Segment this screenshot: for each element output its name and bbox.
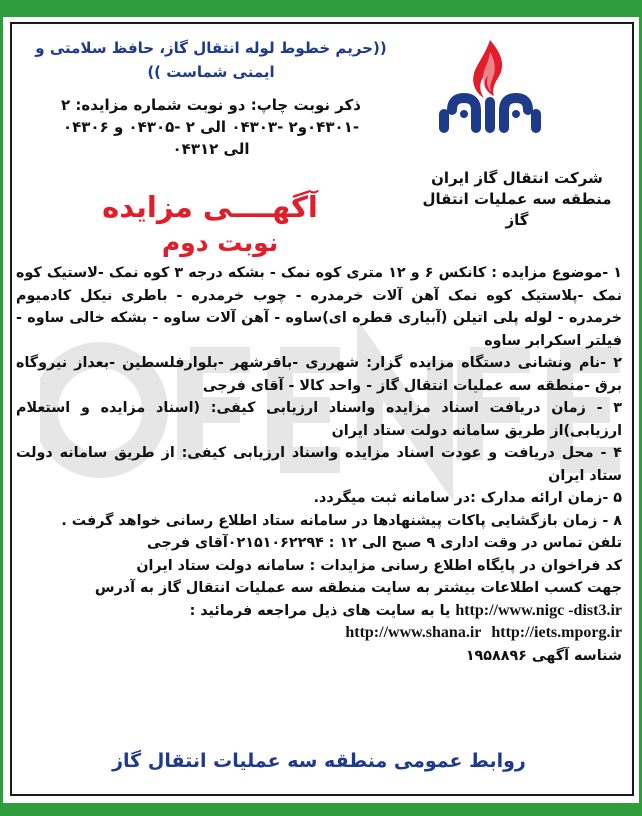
print-info-line1: ذکر نوبت چاپ: دو نوبت شماره مزایده: ۲ [61, 96, 361, 114]
print-info-line2: -۰۴۳۰۱و۲ -۰۴۳۰۳ الی ۲ -۰۴۳۰۵ و ۰۴۳۰۶ [62, 118, 360, 136]
safety-slogan: ((حریم خطوط لوله انتقال گاز، حافظ سلامتی و ایمنی شماست )) [35, 39, 387, 81]
item-opening-time: ۸ - زمان بازگشایی پاکات پیشنهادها در سامانه ستاد اطلاع رسانی خواهد گرفت . [61, 512, 622, 529]
item-submission-time: ۵ -زمان ارائه مدارک :در سامانه ثبت میگردد. [313, 490, 622, 506]
company-name [412, 168, 622, 231]
item-subject: ۱ -موضوع مزایده : کانکس ۶ و ۱۲ متری کوه نمک - بشکه درجه ۳ کوه نمک -لاستیک کوه نمک -پلاستیک کوه نمک آهن آلات خرمدره - چوب خرمدره - باطری نیکل کادمیوم خرمدره - لوله پلی اتیلن (آبیاری قطره ای)ساوه - آهن آلات ساوه - بشکه خالی ساوه - فیلتر اسکرابر ساوه [16, 265, 623, 349]
url-line-1 [16, 600, 622, 623]
company-name-line1: شرکت انتقال گاز ایران [431, 169, 603, 187]
more-info: جهت کسب اطلاعات بیشتر به سایت منطقه سه عملیات انتقال گاز به آدرس [94, 580, 622, 596]
footer-public-relations: روابط عمومی منطقه سه عملیات انتقال گاز [112, 750, 526, 772]
ad-body [16, 262, 622, 667]
link-nigc[interactable]: http://www.nigc -dist3.ir [455, 601, 622, 619]
ad-subtitle: نوبت دوم [161, 228, 279, 257]
ad-title: آگهــــی مزایده [102, 190, 318, 224]
nigc-logo-icon [430, 32, 550, 142]
call-code: کد فراخوان در پایگاه اطلاع رسانی مزایدات : سامانه دولت ستاد ایران [136, 557, 622, 574]
or-sites-text: یا به سایت های ذیل مراجعه فرمائید : [189, 602, 451, 619]
link-iets[interactable]: http://iets.mporg.ir [491, 624, 622, 641]
item-document-place: ۴ - محل دریافت و عودت اسناد مزایده واسناد ارزیابی کیفی: از طریق سامانه دولت ستاد ایران [16, 445, 622, 484]
print-info [18, 94, 404, 160]
print-info-line3: الی ۰۴۳۱۲ [172, 140, 250, 158]
ad-id: شناسه آگهی ۱۹۵۸۸۹۶ [465, 647, 622, 664]
bottom-green-bar [3, 803, 639, 813]
top-green-bar [3, 3, 639, 17]
contact-phone: تلفن تماس در وقت اداری ۹ صبح الی ۱۲ : ۰۲۱۵۱۰۶۲۲۹۴آقای فرجی [147, 535, 622, 551]
url-line-2 [16, 622, 622, 645]
item-document-time: ۳ - زمان دریافت اسناد مزایده واسناد ارزیابی کیفی: (اسناد مزایده و استعلام ارزیابی)از طریق سامانه دولت ستاد ایران [16, 400, 622, 439]
link-shana[interactable]: http://www.shana.ir [345, 624, 482, 641]
company-name-line2: منطقه سه عملیات انتقال گاز [422, 190, 612, 229]
item-organizer: ۲ -نام ونشانی دستگاه مزایده گزار: شهرری -باقرشهر -بلوارفلسطین -بعداز نیروگاه برق -منطقه سه عملیات انتقال گاز - واحد کالا - آقای فرجی [16, 355, 622, 394]
